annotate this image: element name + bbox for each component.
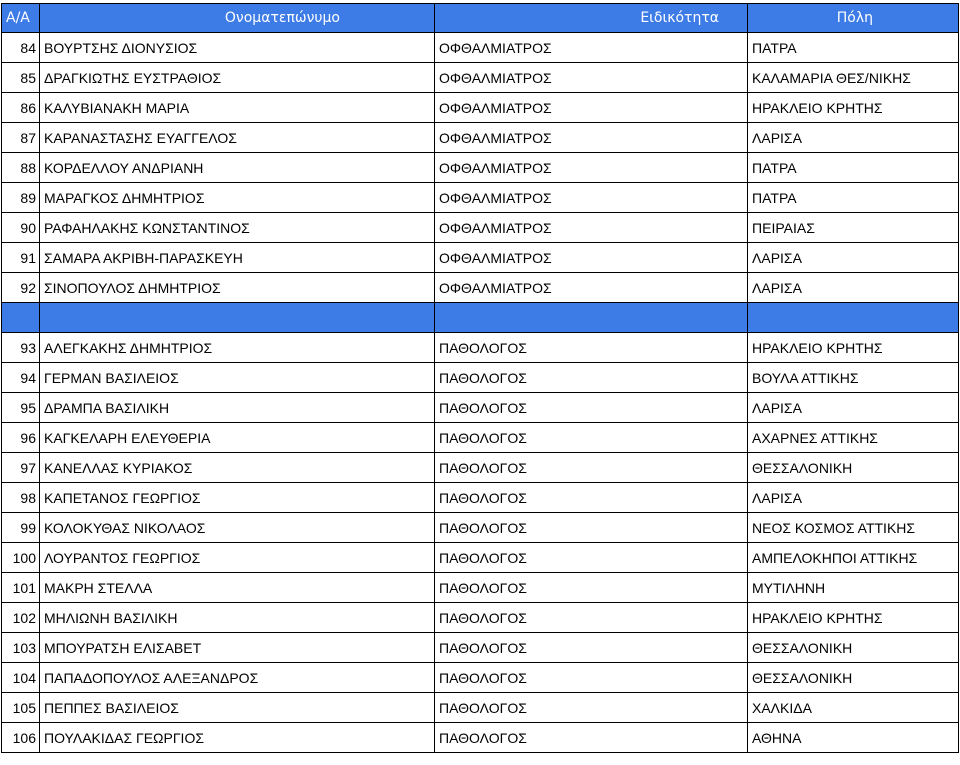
cell-id: 87 xyxy=(2,123,40,153)
cell-name: ΠΕΠΠΕΣ ΒΑΣΙΛΕΙΟΣ xyxy=(40,693,435,723)
cell-city: ΗΡΑΚΛΕΙΟ ΚΡΗΤΗΣ xyxy=(748,93,959,123)
separator-cell xyxy=(748,303,959,333)
table-row xyxy=(2,153,959,183)
cell-name: ΚΟΡΔΕΛΛΟΥ ΑΝΔΡΙΑΝΗ xyxy=(40,153,435,183)
table-row xyxy=(2,243,959,273)
cell-id: 99 xyxy=(2,513,40,543)
table-row xyxy=(2,663,959,693)
cell-specialty: ΟΦΘΑΛΜΙΑΤΡΟΣ xyxy=(435,183,748,213)
cell-specialty: ΟΦΘΑΛΜΙΑΤΡΟΣ xyxy=(435,33,748,63)
separator-cell xyxy=(40,303,435,333)
table-row xyxy=(2,603,959,633)
table-row xyxy=(2,33,959,63)
cell-specialty: ΠΑΘΟΛΟΓΟΣ xyxy=(435,333,748,363)
cell-city: ΛΑΡΙΣΑ xyxy=(748,393,959,423)
cell-name: ΣΑΜΑΡΑ ΑΚΡΙΒΗ-ΠΑΡΑΣΚΕΥΗ xyxy=(40,243,435,273)
cell-name: ΜΑΚΡΗ ΣΤΕΛΛΑ xyxy=(40,573,435,603)
section-separator-row xyxy=(2,303,959,333)
cell-name: ΜΑΡΑΓΚΟΣ ΔΗΜΗΤΡΙΟΣ xyxy=(40,183,435,213)
table-row xyxy=(2,423,959,453)
cell-specialty: ΠΑΘΟΛΟΓΟΣ xyxy=(435,423,748,453)
cell-id: 100 xyxy=(2,543,40,573)
cell-city: ΠΑΤΡΑ xyxy=(748,183,959,213)
cell-city: ΑΜΠΕΛΟΚΗΠΟΙ ΑΤΤΙΚΗΣ xyxy=(748,543,959,573)
cell-city: ΠΑΤΡΑ xyxy=(748,153,959,183)
cell-id: 103 xyxy=(2,633,40,663)
cell-id: 98 xyxy=(2,483,40,513)
cell-specialty: ΠΑΘΟΛΟΓΟΣ xyxy=(435,363,748,393)
cell-id: 86 xyxy=(2,93,40,123)
separator-cell xyxy=(2,303,40,333)
column-header-city: Πόλη xyxy=(748,4,959,33)
cell-city: ΛΑΡΙΣΑ xyxy=(748,243,959,273)
cell-id: 92 xyxy=(2,273,40,303)
cell-specialty: ΟΦΘΑΛΜΙΑΤΡΟΣ xyxy=(435,153,748,183)
cell-id: 97 xyxy=(2,453,40,483)
cell-city: ΧΑΛΚΙΔΑ xyxy=(748,693,959,723)
cell-specialty: ΟΦΘΑΛΜΙΑΤΡΟΣ xyxy=(435,93,748,123)
column-header-specialty: Ειδικότητα xyxy=(435,4,748,33)
cell-id: 94 xyxy=(2,363,40,393)
cell-specialty: ΟΦΘΑΛΜΙΑΤΡΟΣ xyxy=(435,123,748,153)
cell-city: ΛΑΡΙΣΑ xyxy=(748,483,959,513)
separator-cell xyxy=(435,303,748,333)
table-row xyxy=(2,483,959,513)
cell-city: ΘΕΣΣΑΛΟΝΙΚΗ xyxy=(748,633,959,663)
cell-city: ΘΕΣΣΑΛΟΝΙΚΗ xyxy=(748,663,959,693)
cell-specialty: ΠΑΘΟΛΟΓΟΣ xyxy=(435,723,748,753)
cell-specialty: ΠΑΘΟΛΟΓΟΣ xyxy=(435,393,748,423)
cell-id: 91 xyxy=(2,243,40,273)
cell-city: ΑΘΗΝΑ xyxy=(748,723,959,753)
cell-city: ΜΥΤΙΛΗΝΗ xyxy=(748,573,959,603)
cell-name: ΑΛΕΓΚΑΚΗΣ ΔΗΜΗΤΡΙΟΣ xyxy=(40,333,435,363)
cell-city: ΗΡΑΚΛΕΙΟ ΚΡΗΤΗΣ xyxy=(748,333,959,363)
cell-specialty: ΠΑΘΟΛΟΓΟΣ xyxy=(435,603,748,633)
table-row xyxy=(2,333,959,363)
table-row xyxy=(2,123,959,153)
cell-id: 95 xyxy=(2,393,40,423)
table-row xyxy=(2,693,959,723)
table-row xyxy=(2,363,959,393)
cell-name: ΚΟΛΟΚΥΘΑΣ ΝΙΚΟΛΑΟΣ xyxy=(40,513,435,543)
cell-name: ΡΑΦΑΗΛΑΚΗΣ ΚΩΝΣΤΑΝΤΙΝΟΣ xyxy=(40,213,435,243)
table-row xyxy=(2,63,959,93)
table-row xyxy=(2,183,959,213)
cell-id: 90 xyxy=(2,213,40,243)
table-row xyxy=(2,513,959,543)
cell-name: ΣΙΝΟΠΟΥΛΟΣ ΔΗΜΗΤΡΙΟΣ xyxy=(40,273,435,303)
cell-id: 104 xyxy=(2,663,40,693)
cell-specialty: ΠΑΘΟΛΟΓΟΣ xyxy=(435,543,748,573)
cell-id: 102 xyxy=(2,603,40,633)
cell-id: 85 xyxy=(2,63,40,93)
table-row xyxy=(2,633,959,663)
cell-name: ΚΑΡΑΝΑΣΤΑΣΗΣ ΕΥΑΓΓΕΛΟΣ xyxy=(40,123,435,153)
cell-id: 89 xyxy=(2,183,40,213)
cell-city: ΠΑΤΡΑ xyxy=(748,33,959,63)
cell-name: ΓΕΡΜΑΝ ΒΑΣΙΛΕΙΟΣ xyxy=(40,363,435,393)
cell-name: ΚΑΓΚΕΛΑΡΗ ΕΛΕΥΘΕΡΙΑ xyxy=(40,423,435,453)
table-row xyxy=(2,453,959,483)
cell-id: 106 xyxy=(2,723,40,753)
table-row xyxy=(2,573,959,603)
cell-specialty: ΠΑΘΟΛΟΓΟΣ xyxy=(435,453,748,483)
cell-id: 105 xyxy=(2,693,40,723)
cell-city: ΠΕΙΡΑΙΑΣ xyxy=(748,213,959,243)
cell-city: ΛΑΡΙΣΑ xyxy=(748,123,959,153)
cell-name: ΔΡΑΜΠΑ ΒΑΣΙΛΙΚΗ xyxy=(40,393,435,423)
table-body xyxy=(2,33,959,753)
cell-city: ΑΧΑΡΝΕΣ ΑΤΤΙΚΗΣ xyxy=(748,423,959,453)
cell-specialty: ΟΦΘΑΛΜΙΑΤΡΟΣ xyxy=(435,243,748,273)
table-row xyxy=(2,723,959,753)
cell-id: 88 xyxy=(2,153,40,183)
table-row xyxy=(2,93,959,123)
cell-specialty: ΠΑΘΟΛΟΓΟΣ xyxy=(435,573,748,603)
cell-specialty: ΠΑΘΟΛΟΓΟΣ xyxy=(435,633,748,663)
cell-city: ΗΡΑΚΛΕΙΟ ΚΡΗΤΗΣ xyxy=(748,603,959,633)
cell-city: ΝΕΟΣ ΚΟΣΜΟΣ ΑΤΤΙΚΗΣ xyxy=(748,513,959,543)
cell-name: ΚΑΛΥΒΙΑΝΑΚΗ ΜΑΡΙΑ xyxy=(40,93,435,123)
cell-name: ΛΟΥΡΑΝΤΟΣ ΓΕΩΡΓΙΟΣ xyxy=(40,543,435,573)
cell-specialty: ΠΑΘΟΛΟΓΟΣ xyxy=(435,483,748,513)
cell-id: 101 xyxy=(2,573,40,603)
header-row xyxy=(2,4,959,33)
cell-id: 84 xyxy=(2,33,40,63)
table-row xyxy=(2,213,959,243)
cell-id: 96 xyxy=(2,423,40,453)
cell-name: ΜΗΛΙΩΝΗ ΒΑΣΙΛΙΚΗ xyxy=(40,603,435,633)
cell-name: ΠΑΠΑΔΟΠΟΥΛΟΣ ΑΛΕΞΑΝΔΡΟΣ xyxy=(40,663,435,693)
table-row xyxy=(2,273,959,303)
cell-city: ΚΑΛΑΜΑΡΙΑ ΘΕΣ/ΝΙΚΗΣ xyxy=(748,63,959,93)
cell-name: ΚΑΝΕΛΛΑΣ ΚΥΡΙΑΚΟΣ xyxy=(40,453,435,483)
cell-specialty: ΠΑΘΟΛΟΓΟΣ xyxy=(435,663,748,693)
doctors-table xyxy=(1,3,959,753)
cell-name: ΜΠΟΥΡΑΤΣΗ ΕΛΙΣΑΒΕΤ xyxy=(40,633,435,663)
cell-name: ΚΑΠΕΤΑΝΟΣ ΓΕΩΡΓΙΟΣ xyxy=(40,483,435,513)
cell-specialty: ΟΦΘΑΛΜΙΑΤΡΟΣ xyxy=(435,63,748,93)
table-row xyxy=(2,393,959,423)
cell-id: 93 xyxy=(2,333,40,363)
cell-city: ΛΑΡΙΣΑ xyxy=(748,273,959,303)
column-header-name: Ονοματεπώνυμο xyxy=(40,4,435,33)
cell-specialty: ΠΑΘΟΛΟΓΟΣ xyxy=(435,693,748,723)
cell-city: ΘΕΣΣΑΛΟΝΙΚΗ xyxy=(748,453,959,483)
cell-specialty: ΟΦΘΑΛΜΙΑΤΡΟΣ xyxy=(435,213,748,243)
cell-specialty: ΟΦΘΑΛΜΙΑΤΡΟΣ xyxy=(435,273,748,303)
column-header-id: Α/Α xyxy=(2,4,40,33)
cell-name: ΔΡΑΓΚΙΩΤΗΣ ΕΥΣΤΡΑΘΙΟΣ xyxy=(40,63,435,93)
table-row xyxy=(2,543,959,573)
cell-name: ΒΟΥΡΤΣΗΣ ΔΙΟΝΥΣΙΟΣ xyxy=(40,33,435,63)
cell-specialty: ΠΑΘΟΛΟΓΟΣ xyxy=(435,513,748,543)
cell-name: ΠΟΥΛΑΚΙΔΑΣ ΓΕΩΡΓΙΟΣ xyxy=(40,723,435,753)
cell-city: ΒΟΥΛΑ ΑΤΤΙΚΗΣ xyxy=(748,363,959,393)
